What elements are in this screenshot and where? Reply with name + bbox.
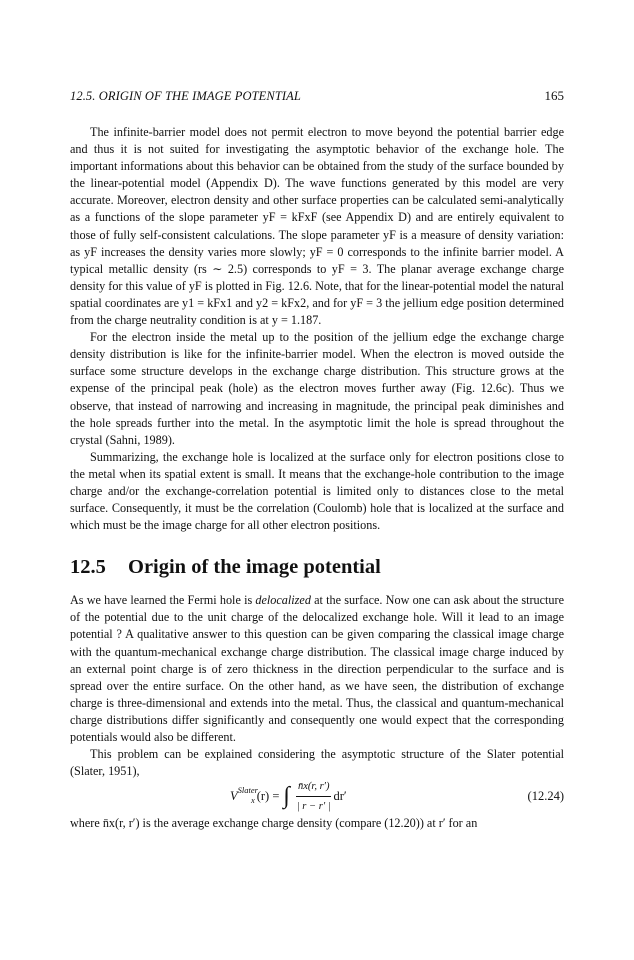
paragraph: where n̄x(r, r′) is the average exchange charge density (compare (12.20)) at r′ for an bbox=[70, 816, 478, 831]
paragraph: The infinite-barrier model does not permit electron to move beyond the potential barrier edge and thus it is not suited for investigating the asymptotic behavior of the exchange hole. The important informations about this behavior can be obtained from the study of the surface bounded by the linear-potential model (Appendix D). The wave functions generated by this model are very accurate. Moreover, electron density and other surface properties can be calculated semi-analytically as a functions of the slope parameter yF = kFxF (see Appendix D) and are entirely equivalent to those of fully self-consistent calculations. The slope parameter yF is a measure of density variation: as yF increases the density varies more slowly; yF = 0 corresponds to the infinite barrier model. A typical metallic density (rs ∼ 2.5) corresponds to yF = 3. The planar average exchange charge density for this value of yF is plotted in Fig. 12.6. Note, that for the linear-potential model the natural spatial coordinates are y1 = kFx1 and y2 = kFx2, and for yF = 3 the jellium edge position determined from the charge neutrality condition is at y = 1.187. bbox=[70, 125, 564, 328]
emphasized-text: delocalized bbox=[255, 593, 311, 608]
paragraph bbox=[70, 592, 564, 746]
paragraph: This problem can be explained considering the asymptotic structure of the Slater potential (Slater, 1951), bbox=[70, 747, 564, 779]
equation-argument: (r) = bbox=[256, 788, 280, 803]
section-number: 12.5 bbox=[70, 556, 106, 579]
equation-number: (12.24) bbox=[527, 789, 564, 804]
equation-differential: dr′ bbox=[333, 788, 347, 803]
equation-subscript: x bbox=[250, 794, 255, 805]
paragraph-text: As we have learned the Fermi hole is bbox=[70, 593, 256, 608]
page-body bbox=[70, 124, 564, 832]
paragraph-text: at the surface. Now one can ask about the structure of the potential due to the unit charge of the delocalized exchange hole. Will it lead to an image potential ? A qualitative answer to this question can be given comparing the classical image charge with the quantum-mechanical exchange charge distribution. The classical image charge induced by an external point charge is of zero thickness in the direction perpendicular to the surface and is spread over the entire surface. On the other hand, as we have seen, the distribution of exchange charge is three-dimensional and extends into the metal. Thus, the classical and quantum-mechanical charge distributions differ significantly and consequently one would expect that the corresponding potentials would also be different. bbox=[70, 593, 564, 744]
equation-symbol: V bbox=[230, 788, 238, 803]
running-header bbox=[70, 88, 564, 104]
section-title: Origin of the image potential bbox=[128, 556, 381, 579]
integral-sign: ∫ bbox=[283, 783, 290, 810]
equation-12-24 bbox=[70, 781, 564, 811]
equation-superscript: Slater bbox=[237, 784, 258, 795]
paragraph: Summarizing, the exchange hole is localized at the surface only for electron positions close to the metal when its spatial extent is small. It means that the exchange-hole contribution to the image charge and/or the exchange-correlation potential is limited only to distances close to the metal surface. Consequently, it must be the correlation (Coulomb) hole that is localized at the surface and which must be the image charge for all other electron positions. bbox=[70, 449, 564, 533]
equation-fraction bbox=[296, 778, 331, 815]
fraction-numerator: n̄x(r, r′) bbox=[296, 778, 331, 797]
paragraph: For the electron inside the metal up to the position of the jellium edge the exchange charge density distribution is like for the infinite-barrier model. When the electron is moved outside the surface some structure develops in the exchange charge distribution. This structure grows at the expense of the principal peak (hole) as the electron moves further away (Fig. 12.6c). Thus we observe, that instead of narrowing and increasing in magnitude, the principal peak diminishes and the hole spreads further into the metal. In the asymptotic limit the hole is spread throughout the crystal (Sahni, 1989). bbox=[70, 330, 564, 447]
running-header-title: 12.5. ORIGIN OF THE IMAGE POTENTIAL bbox=[70, 89, 301, 103]
equation-body bbox=[230, 781, 347, 811]
page-number: 165 bbox=[544, 88, 564, 103]
section-heading bbox=[70, 555, 564, 579]
fraction-denominator: | r − r′ | bbox=[296, 800, 331, 812]
